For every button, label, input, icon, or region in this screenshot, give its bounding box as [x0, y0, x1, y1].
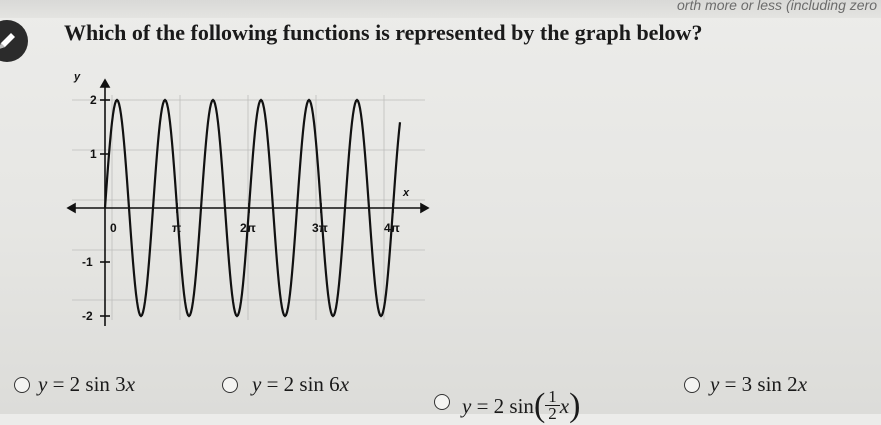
- x-axis-arrow-left: [68, 204, 75, 212]
- x-tick-pi: π: [172, 221, 182, 235]
- y-tick-neg1: -1: [82, 255, 93, 269]
- x-tick-3pi: 3π: [312, 221, 328, 235]
- y-tick-1: 1: [90, 147, 97, 161]
- radio-choice-c[interactable]: [434, 394, 450, 410]
- choice-c-formula: y = 2 sin( $\frac{1}{2}$ x): [462, 386, 581, 424]
- top-strip: [0, 0, 881, 18]
- y-axis-label: y: [74, 71, 81, 83]
- choice-d-formula: y = 3 sin 2x: [710, 372, 808, 396]
- x-tick-0: 0: [110, 221, 117, 235]
- question-text: Which of the following functions is represented by the graph below?: [64, 20, 703, 45]
- sine-graph: [60, 70, 440, 332]
- pencil-icon: [0, 20, 28, 62]
- y-tick-2: 2: [90, 93, 97, 107]
- x-tick-4pi: 4π: [384, 221, 400, 235]
- radio-choice-a[interactable]: [14, 377, 30, 393]
- header-note: orth more or less (including zero: [677, 0, 877, 13]
- x-axis-label: x: [403, 187, 410, 199]
- radio-choice-d[interactable]: [684, 377, 700, 393]
- radio-choice-b[interactable]: [222, 377, 238, 393]
- x-tick-2pi: 2π: [240, 221, 256, 235]
- y-axis-arrow: [101, 80, 109, 87]
- x-axis-arrow: [421, 204, 428, 212]
- choice-b-formula: y = 2 sin 6x: [252, 372, 350, 396]
- choice-a-formula: y = 2 sin 3x: [38, 372, 136, 396]
- y-tick-neg2: -2: [82, 309, 93, 323]
